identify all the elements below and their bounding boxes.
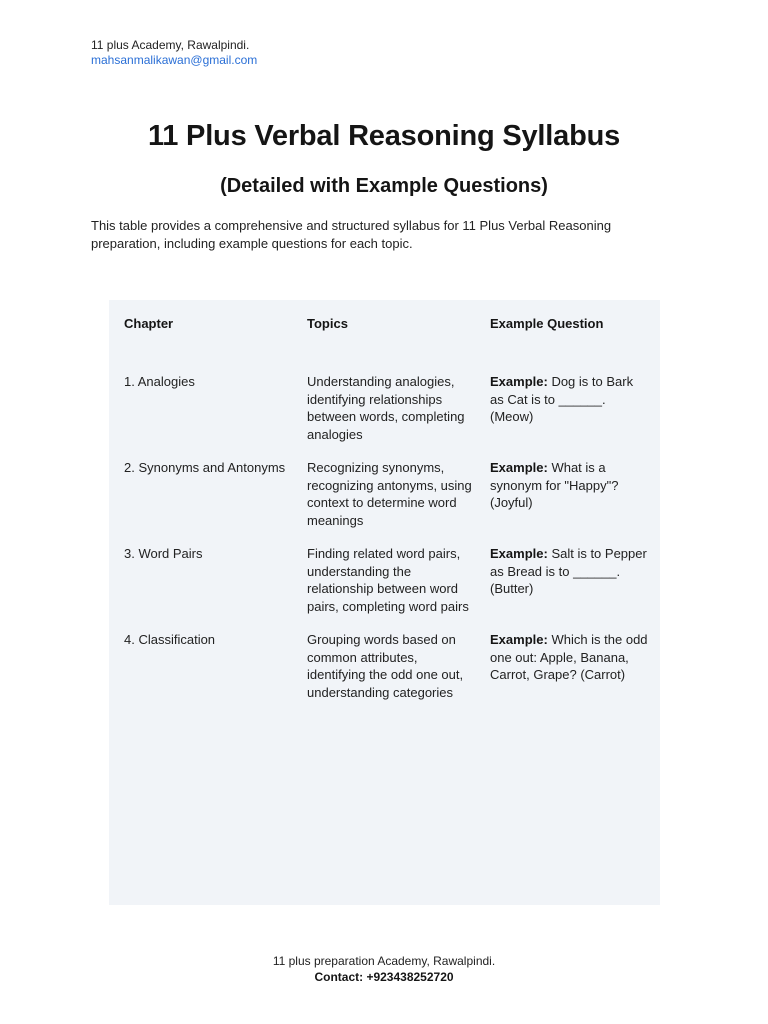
page-subtitle: (Detailed with Example Questions) [220, 175, 548, 197]
footer-contact: Contact: +923438252720 [314, 970, 454, 984]
example-label: Example: [490, 374, 548, 389]
header-example-question: Example Question [490, 316, 604, 331]
intro-paragraph: This table provides a comprehensive and structured syllabus for 11 Plus Verbal Reasoning preparation, including example questions for each topic. [91, 218, 612, 251]
table-row [124, 373, 649, 443]
example-text: Salt is to Pepper as Bread is to ______. (Butter) [490, 546, 647, 596]
header-topics: Topics [307, 316, 348, 331]
table-row [124, 631, 649, 701]
topics-cell: Finding related word pairs, understanding the relationship between word pairs, completing word pairs [307, 546, 469, 614]
example-label: Example: [490, 546, 548, 561]
example-cell [490, 373, 649, 443]
example-text: Which is the odd one out: Apple, Banana, Carrot, Grape? (Carrot) [490, 632, 648, 682]
example-cell [490, 631, 649, 701]
example-cell [490, 459, 649, 529]
email-link[interactable]: mahsanmalikawan@gmail.com [91, 53, 258, 67]
topics-cell: Understanding analogies, identifying relationships between words, completing analogies [307, 374, 465, 442]
chapter-cell: 1. Analogies [124, 374, 195, 389]
example-label: Example: [490, 460, 548, 475]
academy-name: 11 plus Academy, Rawalpindi. [91, 38, 250, 52]
table-row [124, 459, 649, 529]
header-chapter: Chapter [124, 316, 174, 331]
topics-cell: Recognizing synonyms, recognizing antonyms, using context to determine word meanings [307, 460, 472, 528]
example-text: What is a synonym for "Happy"? (Joyful) [490, 460, 619, 510]
example-text: Dog is to Bark as Cat is to ______. (Meow) [490, 374, 634, 424]
syllabus-grid [124, 315, 649, 717]
table-header-row [124, 315, 649, 373]
topics-cell: Grouping words based on common attributes, identifying the odd one out, understanding categories [307, 632, 464, 700]
example-label: Example: [490, 632, 548, 647]
chapter-cell: 2. Synonyms and Antonyms [124, 460, 286, 475]
syllabus-table [109, 300, 660, 905]
page-header [91, 38, 257, 68]
page-footer [0, 953, 768, 985]
table-row [124, 545, 649, 615]
page-title: 11 Plus Verbal Reasoning Syllabus [147, 120, 621, 152]
example-cell [490, 545, 649, 615]
chapter-cell: 3. Word Pairs [124, 546, 203, 561]
footer-academy-name: 11 plus preparation Academy, Rawalpindi. [272, 954, 496, 968]
chapter-cell: 4. Classification [124, 632, 216, 647]
